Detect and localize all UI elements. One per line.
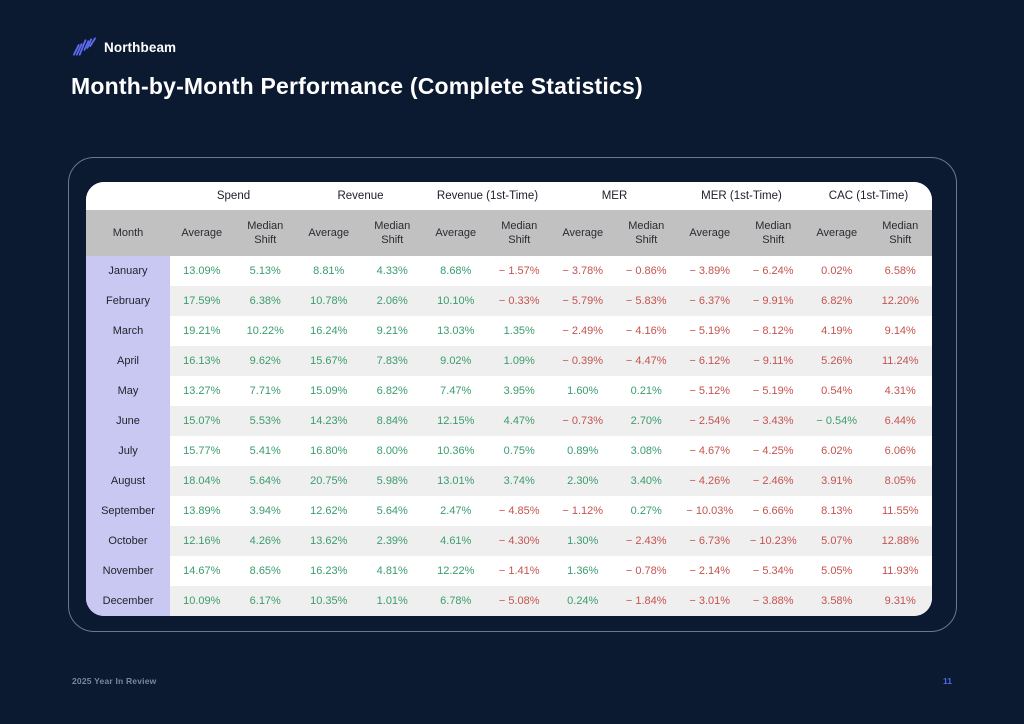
value-cell: 2.30% — [551, 466, 615, 496]
table-row — [86, 286, 932, 316]
value-cell: 3.74% — [488, 466, 552, 496]
value-cell: 0.02% — [805, 256, 869, 286]
subheader-cell: Median Shift — [742, 210, 806, 256]
value-cell: 9.21% — [361, 316, 425, 346]
subheader-cell: Median Shift — [488, 210, 552, 256]
value-cell: − 4.47% — [615, 346, 679, 376]
value-cell: − 1.41% — [488, 556, 552, 586]
value-cell: 6.02% — [805, 436, 869, 466]
value-cell: 8.84% — [361, 406, 425, 436]
value-cell: 15.09% — [297, 376, 361, 406]
value-cell: 11.24% — [869, 346, 933, 376]
group-header-mer-1st-time: MER (1st-Time) — [678, 182, 805, 210]
value-cell: 0.21% — [615, 376, 679, 406]
value-cell: − 5.12% — [678, 376, 742, 406]
value-cell: 0.27% — [615, 496, 679, 526]
value-cell: 1.09% — [488, 346, 552, 376]
table-row — [86, 436, 932, 466]
value-cell: − 1.12% — [551, 496, 615, 526]
value-cell: 6.17% — [234, 586, 298, 616]
value-cell: 5.53% — [234, 406, 298, 436]
value-cell: − 3.89% — [678, 256, 742, 286]
value-cell: 15.07% — [170, 406, 234, 436]
table-row — [86, 406, 932, 436]
value-cell: − 2.54% — [678, 406, 742, 436]
table-row — [86, 556, 932, 586]
value-cell: 15.67% — [297, 346, 361, 376]
value-cell: − 6.12% — [678, 346, 742, 376]
value-cell: 17.59% — [170, 286, 234, 316]
value-cell: − 2.46% — [742, 466, 806, 496]
value-cell: 12.62% — [297, 496, 361, 526]
value-cell: − 0.73% — [551, 406, 615, 436]
value-cell: 3.58% — [805, 586, 869, 616]
value-cell: 1.35% — [488, 316, 552, 346]
value-cell: − 1.57% — [488, 256, 552, 286]
table-panel — [68, 157, 957, 632]
value-cell: 3.91% — [805, 466, 869, 496]
subheader-cell: Average — [297, 210, 361, 256]
value-cell: 2.47% — [424, 496, 488, 526]
value-cell: − 10.03% — [678, 496, 742, 526]
subheader-cell: Average — [424, 210, 488, 256]
value-cell: 18.04% — [170, 466, 234, 496]
value-cell: 1.30% — [551, 526, 615, 556]
subheader-cell: Average — [170, 210, 234, 256]
value-cell: − 6.24% — [742, 256, 806, 286]
month-cell: November — [86, 556, 170, 586]
subheader-cell: Median Shift — [361, 210, 425, 256]
value-cell: − 10.23% — [742, 526, 806, 556]
month-cell: December — [86, 586, 170, 616]
value-cell: 9.62% — [234, 346, 298, 376]
northbeam-logo — [72, 37, 176, 57]
group-header-row — [86, 182, 932, 210]
subheader-cell: Average — [551, 210, 615, 256]
page-number: 11 — [943, 676, 952, 686]
value-cell: − 2.43% — [615, 526, 679, 556]
value-cell: − 5.19% — [678, 316, 742, 346]
value-cell: − 4.67% — [678, 436, 742, 466]
value-cell: 1.36% — [551, 556, 615, 586]
value-cell: 4.81% — [361, 556, 425, 586]
value-cell: − 5.34% — [742, 556, 806, 586]
value-cell: 3.95% — [488, 376, 552, 406]
value-cell: 10.35% — [297, 586, 361, 616]
value-cell: − 0.54% — [805, 406, 869, 436]
value-cell: 5.07% — [805, 526, 869, 556]
value-cell: 8.68% — [424, 256, 488, 286]
value-cell: 5.05% — [805, 556, 869, 586]
subheader-cell: Average — [678, 210, 742, 256]
value-cell: 13.09% — [170, 256, 234, 286]
value-cell: − 5.79% — [551, 286, 615, 316]
value-cell: 0.89% — [551, 436, 615, 466]
page-title: Month-by-Month Performance (Complete Statistics) — [71, 73, 643, 99]
value-cell: 3.94% — [234, 496, 298, 526]
value-cell: 10.10% — [424, 286, 488, 316]
value-cell: 6.82% — [361, 376, 425, 406]
value-cell: 13.62% — [297, 526, 361, 556]
value-cell: 16.23% — [297, 556, 361, 586]
value-cell: 8.05% — [869, 466, 933, 496]
value-cell: − 3.01% — [678, 586, 742, 616]
northbeam-logo-icon — [72, 37, 97, 57]
table-row — [86, 466, 932, 496]
value-cell: 6.82% — [805, 286, 869, 316]
month-cell: May — [86, 376, 170, 406]
value-cell: 2.06% — [361, 286, 425, 316]
table-row — [86, 376, 932, 406]
value-cell: 16.80% — [297, 436, 361, 466]
value-cell: 8.81% — [297, 256, 361, 286]
value-cell: − 6.37% — [678, 286, 742, 316]
value-cell: 1.01% — [361, 586, 425, 616]
value-cell: 12.15% — [424, 406, 488, 436]
value-cell: − 6.73% — [678, 526, 742, 556]
value-cell: 0.75% — [488, 436, 552, 466]
value-cell: − 4.30% — [488, 526, 552, 556]
group-header-mer: MER — [551, 182, 678, 210]
value-cell: 13.27% — [170, 376, 234, 406]
value-cell: 7.71% — [234, 376, 298, 406]
table-card — [86, 182, 932, 616]
value-cell: 9.02% — [424, 346, 488, 376]
value-cell: − 2.49% — [551, 316, 615, 346]
value-cell: 2.70% — [615, 406, 679, 436]
value-cell: 5.64% — [234, 466, 298, 496]
value-cell: 4.26% — [234, 526, 298, 556]
northbeam-logo-text: Northbeam — [104, 39, 177, 55]
value-cell: 0.54% — [805, 376, 869, 406]
value-cell: − 4.85% — [488, 496, 552, 526]
value-cell: 11.93% — [869, 556, 933, 586]
value-cell: − 0.39% — [551, 346, 615, 376]
value-cell: 5.26% — [805, 346, 869, 376]
month-cell: June — [86, 406, 170, 436]
value-cell: 3.08% — [615, 436, 679, 466]
value-cell: − 3.88% — [742, 586, 806, 616]
value-cell: − 5.08% — [488, 586, 552, 616]
stats-table — [86, 182, 932, 616]
month-cell: August — [86, 466, 170, 496]
group-header-spend: Spend — [170, 182, 297, 210]
value-cell: 15.77% — [170, 436, 234, 466]
value-cell: − 6.66% — [742, 496, 806, 526]
value-cell: − 5.19% — [742, 376, 806, 406]
month-header-cell: Month — [86, 210, 170, 256]
value-cell: 10.36% — [424, 436, 488, 466]
value-cell: 0.24% — [551, 586, 615, 616]
value-cell: 7.83% — [361, 346, 425, 376]
value-cell: − 4.16% — [615, 316, 679, 346]
value-cell: − 0.33% — [488, 286, 552, 316]
value-cell: 8.13% — [805, 496, 869, 526]
month-cell: October — [86, 526, 170, 556]
value-cell: 16.24% — [297, 316, 361, 346]
value-cell: 14.23% — [297, 406, 361, 436]
subheader-cell: Median Shift — [615, 210, 679, 256]
value-cell: − 9.91% — [742, 286, 806, 316]
value-cell: 12.20% — [869, 286, 933, 316]
value-cell: 10.09% — [170, 586, 234, 616]
corner-cell — [86, 182, 170, 210]
subheader-cell: Average — [805, 210, 869, 256]
value-cell: − 2.14% — [678, 556, 742, 586]
value-cell: 10.78% — [297, 286, 361, 316]
month-cell: March — [86, 316, 170, 346]
value-cell: 19.21% — [170, 316, 234, 346]
value-cell: − 5.83% — [615, 286, 679, 316]
value-cell: 4.47% — [488, 406, 552, 436]
table-row — [86, 496, 932, 526]
footer-deck-title: 2025 Year In Review — [72, 676, 157, 686]
value-cell: − 4.26% — [678, 466, 742, 496]
value-cell: − 3.78% — [551, 256, 615, 286]
value-cell: − 4.25% — [742, 436, 806, 466]
table-row — [86, 586, 932, 616]
value-cell: 8.00% — [361, 436, 425, 466]
value-cell: 16.13% — [170, 346, 234, 376]
month-cell: July — [86, 436, 170, 466]
table-row — [86, 346, 932, 376]
month-cell: April — [86, 346, 170, 376]
value-cell: 10.22% — [234, 316, 298, 346]
value-cell: 7.47% — [424, 376, 488, 406]
value-cell: 5.98% — [361, 466, 425, 496]
value-cell: 20.75% — [297, 466, 361, 496]
value-cell: − 0.86% — [615, 256, 679, 286]
value-cell: − 9.11% — [742, 346, 806, 376]
table-row — [86, 316, 932, 346]
group-header-revenue: Revenue — [297, 182, 424, 210]
value-cell: 6.06% — [869, 436, 933, 466]
table-row — [86, 256, 932, 286]
value-cell: − 1.84% — [615, 586, 679, 616]
value-cell: 8.65% — [234, 556, 298, 586]
value-cell: − 3.43% — [742, 406, 806, 436]
value-cell: 12.16% — [170, 526, 234, 556]
value-cell: 3.40% — [615, 466, 679, 496]
value-cell: 9.31% — [869, 586, 933, 616]
subheader-cell: Median Shift — [869, 210, 933, 256]
table-row — [86, 526, 932, 556]
month-cell: January — [86, 256, 170, 286]
value-cell: 6.78% — [424, 586, 488, 616]
subheader-row — [86, 210, 932, 256]
value-cell: 2.39% — [361, 526, 425, 556]
value-cell: 6.58% — [869, 256, 933, 286]
value-cell: 13.89% — [170, 496, 234, 526]
value-cell: 6.38% — [234, 286, 298, 316]
value-cell: 11.55% — [869, 496, 933, 526]
value-cell: 14.67% — [170, 556, 234, 586]
value-cell: 1.60% — [551, 376, 615, 406]
month-cell: February — [86, 286, 170, 316]
table-body — [86, 256, 932, 616]
value-cell: 5.64% — [361, 496, 425, 526]
value-cell: 12.88% — [869, 526, 933, 556]
month-cell: September — [86, 496, 170, 526]
group-header-cac-1st-time: CAC (1st-Time) — [805, 182, 932, 210]
value-cell: 4.19% — [805, 316, 869, 346]
value-cell: 5.41% — [234, 436, 298, 466]
value-cell: 9.14% — [869, 316, 933, 346]
value-cell: 6.44% — [869, 406, 933, 436]
value-cell: 13.01% — [424, 466, 488, 496]
value-cell: − 8.12% — [742, 316, 806, 346]
value-cell: 12.22% — [424, 556, 488, 586]
value-cell: 5.13% — [234, 256, 298, 286]
value-cell: 4.33% — [361, 256, 425, 286]
subheader-cell: Median Shift — [234, 210, 298, 256]
value-cell: 4.61% — [424, 526, 488, 556]
group-header-revenue-1st-time: Revenue (1st-Time) — [424, 182, 551, 210]
value-cell: 4.31% — [869, 376, 933, 406]
value-cell: 13.03% — [424, 316, 488, 346]
value-cell: − 0.78% — [615, 556, 679, 586]
